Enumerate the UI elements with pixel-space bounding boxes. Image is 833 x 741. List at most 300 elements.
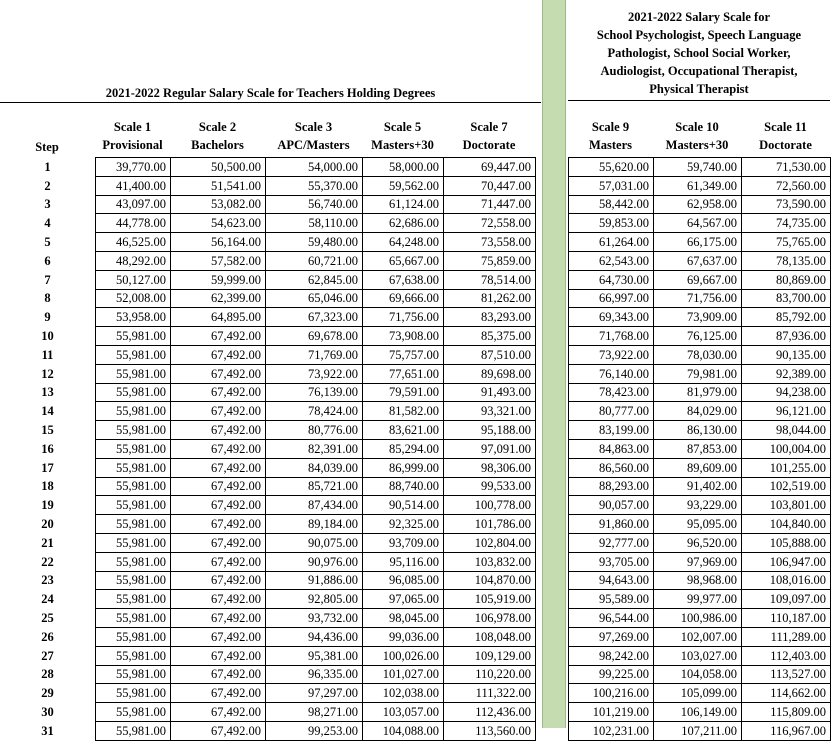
salary-cell: 99,036.00 bbox=[363, 627, 444, 646]
step-cell: 1 bbox=[44, 159, 51, 174]
salary-cell: 100,216.00 bbox=[569, 684, 654, 703]
salary-cell: 60,721.00 bbox=[266, 251, 363, 270]
table-row bbox=[569, 458, 831, 477]
salary-cell: 64,730.00 bbox=[569, 270, 654, 289]
table-row bbox=[0, 515, 536, 534]
salary-cell: 55,981.00 bbox=[96, 590, 171, 609]
table-row bbox=[0, 721, 536, 740]
salary-cell: 59,562.00 bbox=[363, 176, 444, 195]
salary-cell: 67,492.00 bbox=[171, 665, 266, 684]
table-row bbox=[569, 477, 831, 496]
salary-cell: 105,888.00 bbox=[742, 533, 831, 552]
salary-cell: 57,582.00 bbox=[171, 251, 266, 270]
salary-cell: 96,085.00 bbox=[363, 571, 444, 590]
salary-cell: 99,225.00 bbox=[569, 665, 654, 684]
salary-cell: 100,986.00 bbox=[654, 609, 742, 628]
step-cell: 14 bbox=[41, 404, 54, 419]
salary-cell: 67,637.00 bbox=[654, 251, 742, 270]
salary-cell: 98,045.00 bbox=[363, 609, 444, 628]
step-cell: 24 bbox=[41, 592, 54, 607]
salary-cell: 67,492.00 bbox=[171, 571, 266, 590]
table-row bbox=[0, 609, 536, 628]
salary-cell: 67,492.00 bbox=[171, 609, 266, 628]
salary-cell: 67,492.00 bbox=[171, 327, 266, 346]
salary-cell: 103,027.00 bbox=[654, 646, 742, 665]
salary-cell: 55,981.00 bbox=[96, 703, 171, 722]
right-table-title: 2021-2022 Salary Scale for School Psychologist, Speech Language Pathologist, School Social Worker, Audiologist, Occupational Therapist, Physical Therapist bbox=[568, 8, 830, 101]
left-column-header: Scale 1 Provisional bbox=[102, 120, 163, 152]
salary-cell: 108,048.00 bbox=[444, 627, 536, 646]
salary-cell: 89,609.00 bbox=[654, 458, 742, 477]
salary-cell: 71,530.00 bbox=[742, 158, 831, 177]
salary-cell: 90,075.00 bbox=[266, 533, 363, 552]
table-row bbox=[0, 289, 536, 308]
salary-cell: 59,740.00 bbox=[654, 158, 742, 177]
salary-cell: 111,322.00 bbox=[444, 684, 536, 703]
table-row bbox=[569, 345, 831, 364]
table-row bbox=[0, 458, 536, 477]
step-cell: 18 bbox=[41, 479, 54, 494]
salary-cell: 97,297.00 bbox=[266, 684, 363, 703]
salary-cell: 51,541.00 bbox=[171, 176, 266, 195]
table-row bbox=[569, 552, 831, 571]
salary-cell: 98,968.00 bbox=[654, 571, 742, 590]
salary-cell: 59,999.00 bbox=[171, 270, 266, 289]
salary-cell: 65,667.00 bbox=[363, 251, 444, 270]
salary-cell: 108,016.00 bbox=[742, 571, 831, 590]
salary-cell: 76,139.00 bbox=[266, 383, 363, 402]
salary-cell: 106,978.00 bbox=[444, 609, 536, 628]
salary-cell: 81,582.00 bbox=[363, 402, 444, 421]
salary-cell: 94,238.00 bbox=[742, 383, 831, 402]
salary-cell: 55,981.00 bbox=[96, 552, 171, 571]
salary-cell: 73,909.00 bbox=[654, 308, 742, 327]
table-row bbox=[0, 176, 536, 195]
salary-cell: 50,500.00 bbox=[171, 158, 266, 177]
salary-cell: 69,678.00 bbox=[266, 327, 363, 346]
table-row bbox=[569, 327, 831, 346]
table-row bbox=[0, 571, 536, 590]
salary-cell: 98,271.00 bbox=[266, 703, 363, 722]
table-row bbox=[569, 402, 831, 421]
salary-cell: 61,349.00 bbox=[654, 176, 742, 195]
salary-cell: 73,558.00 bbox=[444, 233, 536, 252]
table-row bbox=[0, 383, 536, 402]
salary-cell: 101,219.00 bbox=[569, 703, 654, 722]
salary-cell: 61,264.00 bbox=[569, 233, 654, 252]
salary-cell: 67,492.00 bbox=[171, 439, 266, 458]
salary-cell: 102,519.00 bbox=[742, 477, 831, 496]
table-row bbox=[569, 383, 831, 402]
salary-cell: 55,981.00 bbox=[96, 609, 171, 628]
salary-cell: 54,000.00 bbox=[266, 158, 363, 177]
left-table-title: 2021-2022 Regular Salary Scale for Teachers Holding Degrees bbox=[0, 84, 541, 103]
table-row bbox=[0, 439, 536, 458]
salary-cell: 103,801.00 bbox=[742, 496, 831, 515]
table-row bbox=[569, 421, 831, 440]
salary-cell: 75,765.00 bbox=[742, 233, 831, 252]
salary-cell: 114,662.00 bbox=[742, 684, 831, 703]
step-header: Step bbox=[35, 140, 59, 154]
salary-cell: 86,999.00 bbox=[363, 458, 444, 477]
salary-cell: 62,399.00 bbox=[171, 289, 266, 308]
salary-cell: 78,423.00 bbox=[569, 383, 654, 402]
salary-cell: 86,130.00 bbox=[654, 421, 742, 440]
salary-cell: 78,030.00 bbox=[654, 345, 742, 364]
step-cell: 4 bbox=[44, 216, 51, 231]
salary-cell: 69,343.00 bbox=[569, 308, 654, 327]
table-row bbox=[569, 233, 831, 252]
salary-cell: 78,514.00 bbox=[444, 270, 536, 289]
salary-cell: 110,220.00 bbox=[444, 665, 536, 684]
salary-cell: 55,981.00 bbox=[96, 383, 171, 402]
salary-cell: 75,757.00 bbox=[363, 345, 444, 364]
salary-cell: 67,492.00 bbox=[171, 383, 266, 402]
salary-cell: 93,732.00 bbox=[266, 609, 363, 628]
salary-cell: 99,977.00 bbox=[654, 590, 742, 609]
left-column-header: Scale 3 APC/Masters bbox=[277, 120, 350, 152]
table-row bbox=[569, 571, 831, 590]
salary-cell: 78,135.00 bbox=[742, 251, 831, 270]
salary-cell: 70,447.00 bbox=[444, 176, 536, 195]
salary-cell: 113,560.00 bbox=[444, 721, 536, 740]
table-row bbox=[0, 308, 536, 327]
salary-cell: 83,621.00 bbox=[363, 421, 444, 440]
step-cell: 31 bbox=[41, 723, 54, 738]
salary-cell: 97,269.00 bbox=[569, 627, 654, 646]
salary-cell: 95,589.00 bbox=[569, 590, 654, 609]
salary-cell: 95,095.00 bbox=[654, 515, 742, 534]
salary-cell: 92,805.00 bbox=[266, 590, 363, 609]
salary-cell: 93,321.00 bbox=[444, 402, 536, 421]
salary-cell: 96,544.00 bbox=[569, 609, 654, 628]
salary-cell: 87,434.00 bbox=[266, 496, 363, 515]
salary-cell: 105,099.00 bbox=[654, 684, 742, 703]
table-row bbox=[0, 327, 536, 346]
table-row bbox=[569, 515, 831, 534]
salary-cell: 106,149.00 bbox=[654, 703, 742, 722]
table-row bbox=[0, 665, 536, 684]
salary-cell: 62,958.00 bbox=[654, 195, 742, 214]
salary-cell: 97,065.00 bbox=[363, 590, 444, 609]
step-cell: 20 bbox=[41, 517, 54, 532]
table-row bbox=[569, 590, 831, 609]
salary-cell: 55,981.00 bbox=[96, 345, 171, 364]
salary-cell: 90,976.00 bbox=[266, 552, 363, 571]
salary-cell: 64,248.00 bbox=[363, 233, 444, 252]
column-separator bbox=[542, 0, 566, 728]
salary-cell: 56,740.00 bbox=[266, 195, 363, 214]
salary-cell: 83,199.00 bbox=[569, 421, 654, 440]
salary-cell: 96,520.00 bbox=[654, 533, 742, 552]
salary-cell: 100,004.00 bbox=[742, 439, 831, 458]
salary-cell: 55,981.00 bbox=[96, 515, 171, 534]
salary-cell: 106,947.00 bbox=[742, 552, 831, 571]
table-row bbox=[0, 158, 536, 177]
table-row bbox=[0, 421, 536, 440]
salary-cell: 115,809.00 bbox=[742, 703, 831, 722]
table-row bbox=[569, 496, 831, 515]
salary-cell: 112,436.00 bbox=[444, 703, 536, 722]
salary-cell: 91,493.00 bbox=[444, 383, 536, 402]
table-row bbox=[569, 684, 831, 703]
salary-cell: 83,293.00 bbox=[444, 308, 536, 327]
salary-cell: 113,527.00 bbox=[742, 665, 831, 684]
salary-cell: 85,721.00 bbox=[266, 477, 363, 496]
table-row bbox=[0, 627, 536, 646]
salary-cell: 67,492.00 bbox=[171, 703, 266, 722]
salary-cell: 80,777.00 bbox=[569, 402, 654, 421]
salary-cell: 85,294.00 bbox=[363, 439, 444, 458]
salary-cell: 116,967.00 bbox=[742, 721, 831, 740]
salary-cell: 67,492.00 bbox=[171, 684, 266, 703]
salary-cell: 56,164.00 bbox=[171, 233, 266, 252]
salary-cell: 67,492.00 bbox=[171, 646, 266, 665]
table-row bbox=[569, 646, 831, 665]
salary-cell: 59,853.00 bbox=[569, 214, 654, 233]
table-row bbox=[569, 158, 831, 177]
salary-cell: 69,447.00 bbox=[444, 158, 536, 177]
right-column-header: Scale 11 Doctorate bbox=[759, 120, 812, 152]
salary-cell: 64,567.00 bbox=[654, 214, 742, 233]
salary-cell: 53,958.00 bbox=[96, 308, 171, 327]
table-row bbox=[569, 609, 831, 628]
step-cell: 7 bbox=[44, 272, 51, 287]
salary-cell: 84,029.00 bbox=[654, 402, 742, 421]
salary-cell: 71,769.00 bbox=[266, 345, 363, 364]
salary-cell: 77,651.00 bbox=[363, 364, 444, 383]
salary-cell: 101,027.00 bbox=[363, 665, 444, 684]
salary-cell: 71,756.00 bbox=[363, 308, 444, 327]
step-cell: 10 bbox=[41, 329, 54, 344]
table-row bbox=[0, 684, 536, 703]
salary-cell: 67,323.00 bbox=[266, 308, 363, 327]
salary-cell: 93,709.00 bbox=[363, 533, 444, 552]
salary-cell: 67,492.00 bbox=[171, 496, 266, 515]
salary-cell: 43,097.00 bbox=[96, 195, 171, 214]
salary-cell: 102,007.00 bbox=[654, 627, 742, 646]
step-cell: 28 bbox=[41, 667, 54, 682]
step-cell: 12 bbox=[41, 366, 54, 381]
salary-cell: 55,981.00 bbox=[96, 571, 171, 590]
salary-cell: 67,492.00 bbox=[171, 477, 266, 496]
salary-cell: 55,981.00 bbox=[96, 721, 171, 740]
table-row bbox=[0, 533, 536, 552]
salary-cell: 58,000.00 bbox=[363, 158, 444, 177]
salary-cell: 67,492.00 bbox=[171, 590, 266, 609]
salary-cell: 57,031.00 bbox=[569, 176, 654, 195]
table-row bbox=[569, 364, 831, 383]
salary-cell: 52,008.00 bbox=[96, 289, 171, 308]
salary-cell: 109,129.00 bbox=[444, 646, 536, 665]
salary-cell: 99,533.00 bbox=[444, 477, 536, 496]
salary-cell: 73,922.00 bbox=[266, 364, 363, 383]
step-cell: 16 bbox=[41, 441, 54, 456]
salary-cell: 44,778.00 bbox=[96, 214, 171, 233]
salary-cell: 79,591.00 bbox=[363, 383, 444, 402]
salary-cell: 62,543.00 bbox=[569, 251, 654, 270]
salary-cell: 101,786.00 bbox=[444, 515, 536, 534]
salary-cell: 64,895.00 bbox=[171, 308, 266, 327]
salary-cell: 100,778.00 bbox=[444, 496, 536, 515]
salary-cell: 75,859.00 bbox=[444, 251, 536, 270]
salary-cell: 55,981.00 bbox=[96, 684, 171, 703]
salary-cell: 92,325.00 bbox=[363, 515, 444, 534]
salary-cell: 55,981.00 bbox=[96, 646, 171, 665]
salary-cell: 98,044.00 bbox=[742, 421, 831, 440]
salary-cell: 85,792.00 bbox=[742, 308, 831, 327]
salary-cell: 61,124.00 bbox=[363, 195, 444, 214]
salary-cell: 99,253.00 bbox=[266, 721, 363, 740]
table-row bbox=[569, 533, 831, 552]
salary-cell: 55,981.00 bbox=[96, 421, 171, 440]
step-cell: 21 bbox=[41, 535, 54, 550]
salary-cell: 71,756.00 bbox=[654, 289, 742, 308]
salary-cell: 98,306.00 bbox=[444, 458, 536, 477]
salary-cell: 71,447.00 bbox=[444, 195, 536, 214]
salary-cell: 66,175.00 bbox=[654, 233, 742, 252]
salary-cell: 48,292.00 bbox=[96, 251, 171, 270]
table-row bbox=[569, 627, 831, 646]
salary-cell: 67,492.00 bbox=[171, 721, 266, 740]
table-row bbox=[569, 439, 831, 458]
salary-cell: 104,088.00 bbox=[363, 721, 444, 740]
step-cell: 17 bbox=[41, 460, 54, 475]
salary-cell: 93,705.00 bbox=[569, 552, 654, 571]
salary-cell: 55,981.00 bbox=[96, 439, 171, 458]
salary-cell: 89,698.00 bbox=[444, 364, 536, 383]
step-cell: 11 bbox=[41, 347, 54, 362]
salary-cell: 55,981.00 bbox=[96, 458, 171, 477]
salary-cell: 104,058.00 bbox=[654, 665, 742, 684]
table-row bbox=[0, 364, 536, 383]
table-row bbox=[0, 703, 536, 722]
salary-cell: 100,026.00 bbox=[363, 646, 444, 665]
salary-cell: 39,770.00 bbox=[96, 158, 171, 177]
salary-cell: 87,936.00 bbox=[742, 327, 831, 346]
specialists-salary-table bbox=[568, 157, 831, 741]
salary-cell: 67,492.00 bbox=[171, 364, 266, 383]
left-column-header: Scale 5 Masters+30 bbox=[371, 120, 434, 152]
salary-cell: 67,492.00 bbox=[171, 458, 266, 477]
salary-cell: 55,981.00 bbox=[96, 665, 171, 684]
salary-cell: 69,667.00 bbox=[654, 270, 742, 289]
salary-cell: 96,335.00 bbox=[266, 665, 363, 684]
salary-cell: 69,666.00 bbox=[363, 289, 444, 308]
salary-cell: 55,981.00 bbox=[96, 402, 171, 421]
table-row bbox=[569, 703, 831, 722]
salary-cell: 84,863.00 bbox=[569, 439, 654, 458]
right-column-header: Scale 10 Masters+30 bbox=[665, 120, 729, 152]
step-cell: 2 bbox=[44, 178, 51, 193]
step-cell: 23 bbox=[41, 573, 54, 588]
salary-cell: 58,442.00 bbox=[569, 195, 654, 214]
table-row bbox=[0, 590, 536, 609]
step-cell: 30 bbox=[41, 705, 54, 719]
salary-cell: 96,121.00 bbox=[742, 402, 831, 421]
table-row bbox=[569, 214, 831, 233]
salary-cell: 101,255.00 bbox=[742, 458, 831, 477]
salary-cell: 109,097.00 bbox=[742, 590, 831, 609]
step-cell: 8 bbox=[44, 291, 51, 306]
salary-cell: 88,740.00 bbox=[363, 477, 444, 496]
salary-cell: 67,492.00 bbox=[171, 552, 266, 571]
salary-cell: 55,981.00 bbox=[96, 477, 171, 496]
salary-cell: 55,981.00 bbox=[96, 496, 171, 515]
salary-cell: 91,402.00 bbox=[654, 477, 742, 496]
salary-cell: 95,381.00 bbox=[266, 646, 363, 665]
salary-cell: 55,370.00 bbox=[266, 176, 363, 195]
table-row bbox=[0, 214, 536, 233]
salary-cell: 67,492.00 bbox=[171, 402, 266, 421]
salary-cell: 62,845.00 bbox=[266, 270, 363, 289]
salary-cell: 95,116.00 bbox=[363, 552, 444, 571]
salary-cell: 80,869.00 bbox=[742, 270, 831, 289]
salary-cell: 55,981.00 bbox=[96, 627, 171, 646]
table-row bbox=[0, 233, 536, 252]
step-cell: 9 bbox=[44, 310, 51, 325]
salary-cell: 97,091.00 bbox=[444, 439, 536, 458]
salary-cell: 73,590.00 bbox=[742, 195, 831, 214]
salary-cell: 87,510.00 bbox=[444, 345, 536, 364]
step-cell: 13 bbox=[41, 385, 54, 400]
salary-cell: 81,979.00 bbox=[654, 383, 742, 402]
step-cell: 5 bbox=[44, 235, 51, 250]
salary-cell: 59,480.00 bbox=[266, 233, 363, 252]
table-row bbox=[0, 402, 536, 421]
salary-cell: 91,886.00 bbox=[266, 571, 363, 590]
salary-cell: 111,289.00 bbox=[742, 627, 831, 646]
step-cell: 3 bbox=[44, 197, 51, 212]
salary-cell: 55,620.00 bbox=[569, 158, 654, 177]
salary-cell: 78,424.00 bbox=[266, 402, 363, 421]
salary-cell: 55,981.00 bbox=[96, 327, 171, 346]
salary-cell: 87,853.00 bbox=[654, 439, 742, 458]
salary-cell: 103,832.00 bbox=[444, 552, 536, 571]
table-row bbox=[0, 477, 536, 496]
salary-cell: 67,492.00 bbox=[171, 627, 266, 646]
salary-cell: 81,262.00 bbox=[444, 289, 536, 308]
table-row bbox=[569, 665, 831, 684]
salary-cell: 55,981.00 bbox=[96, 364, 171, 383]
salary-cell: 103,057.00 bbox=[363, 703, 444, 722]
step-cell: 6 bbox=[44, 253, 51, 268]
salary-cell: 83,700.00 bbox=[742, 289, 831, 308]
teachers-salary-table bbox=[0, 157, 536, 741]
salary-cell: 102,804.00 bbox=[444, 533, 536, 552]
salary-cell: 55,981.00 bbox=[96, 533, 171, 552]
salary-cell: 104,870.00 bbox=[444, 571, 536, 590]
salary-cell: 74,735.00 bbox=[742, 214, 831, 233]
salary-cell: 92,389.00 bbox=[742, 364, 831, 383]
salary-cell: 89,184.00 bbox=[266, 515, 363, 534]
table-row bbox=[569, 270, 831, 289]
salary-cell: 53,082.00 bbox=[171, 195, 266, 214]
salary-cell: 50,127.00 bbox=[96, 270, 171, 289]
table-row bbox=[0, 646, 536, 665]
salary-cell: 65,046.00 bbox=[266, 289, 363, 308]
salary-cell: 62,686.00 bbox=[363, 214, 444, 233]
salary-cell: 73,922.00 bbox=[569, 345, 654, 364]
salary-cell: 58,110.00 bbox=[266, 214, 363, 233]
table-row bbox=[0, 496, 536, 515]
salary-cell: 102,038.00 bbox=[363, 684, 444, 703]
salary-cell: 67,492.00 bbox=[171, 515, 266, 534]
table-row bbox=[0, 345, 536, 364]
salary-cell: 76,125.00 bbox=[654, 327, 742, 346]
salary-cell: 110,187.00 bbox=[742, 609, 831, 628]
salary-cell: 90,514.00 bbox=[363, 496, 444, 515]
